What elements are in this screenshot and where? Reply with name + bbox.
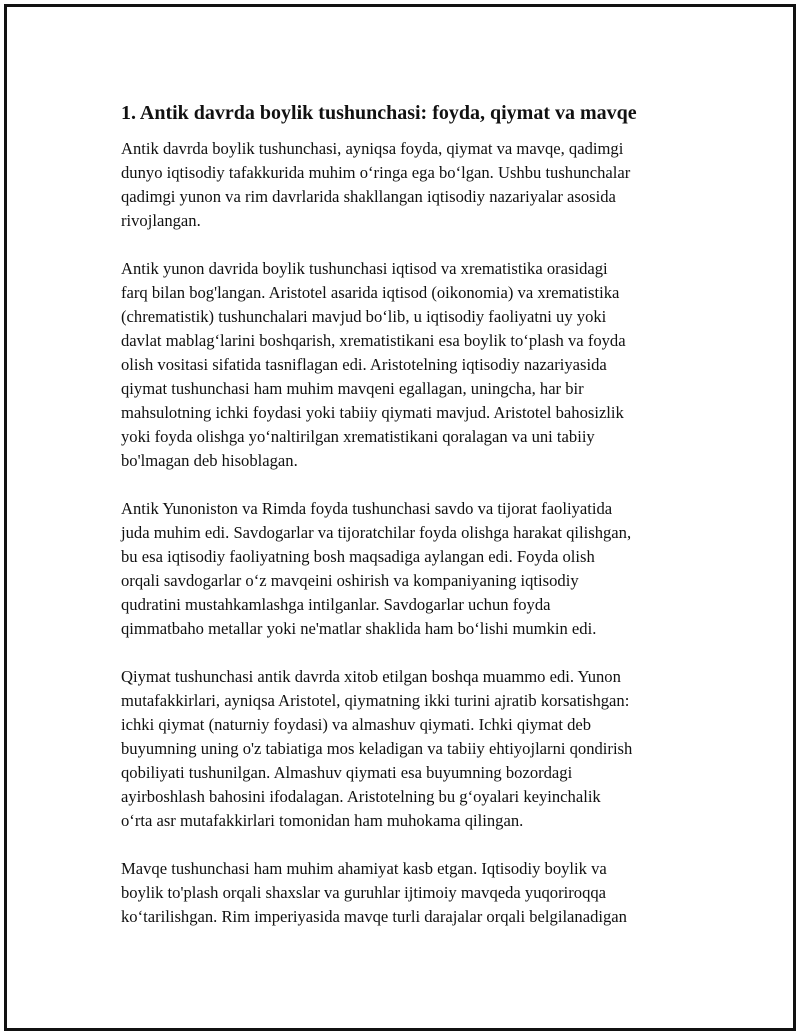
text-line: (chrematistik) tushunchalari mavjud bo‘lib, u iqtisodiy faoliyatni uy yoki bbox=[121, 307, 607, 326]
text-line: Mavqe tushunchasi ham muhim ahamiyat kasb etgan. Iqtisodiy boylik va bbox=[121, 859, 607, 878]
text-line: boylik to'plash orqali shaxslar va guruhlar ijtimoiy mavqeda yuqoriroqqa bbox=[121, 883, 607, 902]
page-border bbox=[4, 4, 796, 1031]
text-line: rivojlangan. bbox=[121, 211, 201, 230]
text-line: farq bilan bog'langan. Aristotel asarida iqtisod (oikonomia) va xrematistika bbox=[121, 283, 620, 302]
text-line: davlat mablag‘larini boshqarish, xrematistikani esa boylik to‘plash va foyda bbox=[121, 331, 626, 350]
paragraph bbox=[121, 497, 695, 641]
paragraph-list bbox=[121, 137, 695, 929]
text-line: qiymat tushunchasi ham muhim mavqeni egallagan, uningcha, har bir bbox=[121, 379, 584, 398]
text-line: bo'lmagan deb hisoblagan. bbox=[121, 451, 298, 470]
text-line: qimmatbaho metallar yoki ne'matlar shaklida ham bo‘lishi mumkin edi. bbox=[121, 619, 597, 638]
text-line: qudratini mustahkamlashga intilganlar. Savdogarlar uchun foyda bbox=[121, 595, 551, 614]
paragraph bbox=[121, 665, 695, 833]
text-line: yoki foyda olishga yo‘naltirilgan xrematistikani qoralagan va uni tabiiy bbox=[121, 427, 595, 446]
text-line: Qiymat tushunchasi antik davrda xitob etilgan boshqa muammo edi. Yunon bbox=[121, 667, 621, 686]
text-line: olish vositasi sifatida tasniflagan edi. Aristotelning iqtisodiy nazariyasida bbox=[121, 355, 607, 374]
paragraph bbox=[121, 137, 695, 233]
text-line: bu esa iqtisodiy faoliyatning bosh maqsadiga aylangan edi. Foyda olish bbox=[121, 547, 595, 566]
text-line: mutafakkirlari, ayniqsa Aristotel, qiymatning ikki turini ajratib korsatishgan: bbox=[121, 691, 630, 710]
text-line: orqali savdogarlar o‘z mavqeini oshirish va kompaniyaning iqtisodiy bbox=[121, 571, 579, 590]
text-line: qadimgi yunon va rim davrlarida shakllangan iqtisodiy nazariyalar asosida bbox=[121, 187, 616, 206]
text-line: Antik Yunoniston va Rimda foyda tushunchasi savdo va tijorat faoliyatida bbox=[121, 499, 613, 518]
paragraph bbox=[121, 857, 695, 929]
section-heading: 1. Antik davrda boylik tushunchasi: foyda, qiymat va mavqe bbox=[121, 102, 637, 124]
text-line: mahsulotning ichki foydasi yoki tabiiy qiymati mavjud. Aristotel bahosizlik bbox=[121, 403, 624, 422]
text-line: o‘rta asr mutafakkirlari tomonidan ham muhokama qilingan. bbox=[121, 811, 524, 830]
text-line: dunyo iqtisodiy tafakkurida muhim o‘ringa ega bo‘lgan. Ushbu tushunchalar bbox=[121, 163, 631, 182]
text-line: ayirboshlash bahosini ifodalagan. Aristotelning bu g‘oyalari keyinchalik bbox=[121, 787, 601, 806]
text-line: Antik davrda boylik tushunchasi, ayniqsa foyda, qiymat va mavqe, qadimgi bbox=[121, 139, 624, 158]
paragraph bbox=[121, 257, 695, 473]
text-line: ichki qiymat (naturniy foydasi) va almashuv qiymati. Ichki qiymat deb bbox=[121, 715, 592, 734]
text-line: buyumning uning o'z tabiatiga mos keladigan va tabiiy ehtiyojlarni qondirish bbox=[121, 739, 633, 758]
document-body bbox=[121, 99, 695, 953]
text-line: qobiliyati tushunilgan. Almashuv qiymati esa buyumning bozordagi bbox=[121, 763, 573, 782]
text-line: ko‘tarilishgan. Rim imperiyasida mavqe turli darajalar orqali belgilanadigan bbox=[121, 907, 627, 926]
text-line: Antik yunon davrida boylik tushunchasi iqtisod va xrematistika orasidagi bbox=[121, 259, 608, 278]
text-line: juda muhim edi. Savdogarlar va tijoratchilar foyda olishga harakat qilishgan, bbox=[121, 523, 632, 542]
